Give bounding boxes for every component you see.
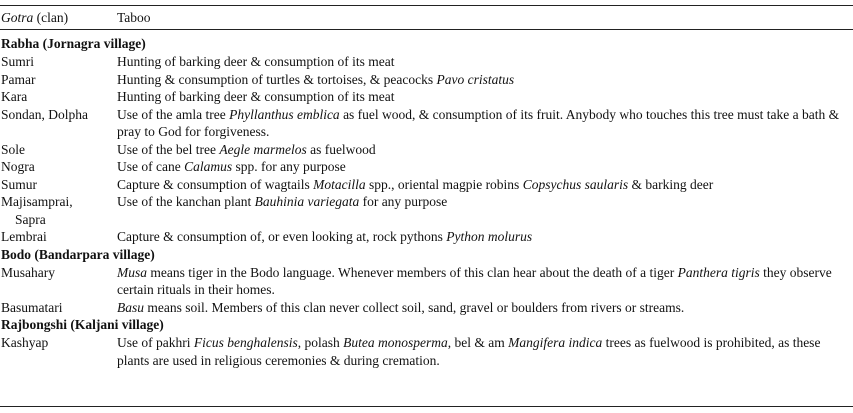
species-name: Calamus — [184, 159, 233, 174]
table-row — [0, 193, 853, 228]
table-row — [0, 71, 853, 89]
taboo-text: Hunting of barking deer & consumption of its meat — [117, 89, 395, 104]
taboo-text: trees as fuelwood is prohibited, as these plants are used in religious ceremonies & during cremation. — [117, 335, 821, 368]
taboo-text: as fuel wood, & consumption of its fruit. Anybody who touches this tree must take a bath & pray to God for forgiveness. — [117, 106, 840, 139]
species-name: Pavo cristatus — [436, 71, 515, 87]
taboo-cell — [117, 71, 853, 89]
section-title: Rajbongshi (Kaljani village) — [1, 317, 164, 332]
table-bottom-rule — [0, 406, 853, 407]
table-row — [0, 228, 853, 246]
header-clan-suffix: (clan) — [33, 10, 69, 25]
taboo-cell — [117, 176, 853, 194]
taboo-cell — [117, 193, 853, 228]
gotra-cell — [0, 193, 117, 228]
taboo-text: , bel & am — [447, 335, 509, 350]
table-body — [0, 35, 853, 369]
table-row — [0, 158, 853, 176]
gotra-cell — [0, 141, 117, 159]
taboo-cell — [117, 158, 853, 176]
gotra-cell — [0, 334, 117, 369]
taboo-cell — [117, 106, 853, 141]
section-title: Rabha (Jornagra village) — [1, 36, 146, 51]
species-name: Butea monosperma — [343, 335, 448, 350]
gotra-cell — [0, 176, 117, 194]
header-gotra-italic: Gotra — [1, 10, 34, 25]
taboo-text: they observe certain rituals in their homes. — [117, 264, 832, 297]
species-name: Motacilla — [313, 176, 366, 192]
taboo-text: Use of cane — [117, 159, 185, 174]
taboo-text: for any purpose — [359, 194, 448, 209]
taboo-cell — [117, 53, 853, 71]
taboo-cell — [117, 299, 853, 317]
header-gotra-clan — [1, 9, 68, 26]
gotra-cell — [0, 71, 117, 89]
table-row — [0, 334, 853, 369]
taboo-text: as fuelwood — [306, 141, 376, 157]
taboo-cell — [117, 88, 853, 106]
taboo-text: Hunting of barking deer & consumption of its meat — [117, 54, 395, 69]
species-name: Ficus benghalensis — [193, 335, 298, 350]
taboo-text: Use of the bel tree — [117, 141, 220, 157]
taboo-text: Capture & consumption of wagtails — [117, 176, 314, 192]
table-header-rule — [0, 29, 853, 30]
table-row — [0, 88, 853, 106]
gotra-cell — [0, 106, 117, 141]
taboo-text: Capture & consumption of, or even looking at, rock pythons — [117, 229, 447, 244]
gotra-name: Sole — [1, 141, 26, 157]
taboo-text: Use of the kanchan plant — [117, 194, 255, 209]
species-name: Aegle marmelos — [219, 141, 307, 157]
table-row — [0, 176, 853, 194]
taboo-text: Use of pakhri — [117, 335, 194, 350]
taboo-text: spp. for any purpose — [232, 159, 346, 174]
gotra-name: Kashyap — [1, 335, 49, 350]
gotra-name: Sumri — [1, 54, 35, 69]
gotra-cell — [0, 88, 117, 106]
species-name: Panthera tigris — [677, 264, 760, 280]
species-name: Phyllanthus emblica — [229, 106, 340, 122]
species-name: Python molurus — [446, 229, 533, 244]
gotra-name: Lembrai — [1, 229, 47, 244]
table-row — [0, 264, 853, 299]
species-name: Musa — [117, 264, 147, 280]
gotra-name: Musahary — [1, 264, 55, 280]
taboo-text: means soil. Members of this clan never collect soil, sand, gravel or boulders from rivers or streams. — [144, 299, 685, 315]
table-row — [0, 299, 853, 317]
gotra-name: Sapra — [15, 211, 46, 227]
taboo-cell — [117, 228, 853, 246]
taboo-text: , polash — [297, 335, 344, 350]
gotra-name: Basumatari — [1, 299, 63, 315]
species-name: Copsychus saularis — [522, 176, 629, 192]
taboo-text: means tiger in the Bodo language. Whenever members of this clan hear about the death of a tiger — [147, 264, 678, 280]
table-top-rule — [0, 5, 853, 6]
taboo-cell — [117, 264, 853, 299]
taboo-cell — [117, 141, 853, 159]
table-row — [0, 141, 853, 159]
gotra-name: Majisamprai, — [1, 194, 73, 209]
table-row — [0, 106, 853, 141]
header-taboo: Taboo — [117, 10, 151, 25]
species-name: Mangifera indica — [508, 335, 603, 350]
species-name: Basu — [117, 299, 144, 315]
gotra-cell — [0, 299, 117, 317]
gotra-name: Sondan, Dolpha — [1, 106, 88, 122]
taboo-text: Use of the amla tree — [117, 106, 230, 122]
gotra-cell — [0, 228, 117, 246]
gotra-cell — [0, 53, 117, 71]
taboo-text: & barking deer — [628, 176, 714, 192]
species-name: Bauhinia variegata — [254, 194, 360, 209]
section-title: Bodo (Bandarpara village) — [1, 246, 155, 262]
gotra-cell — [0, 264, 117, 299]
gotra-name: Kara — [1, 89, 28, 104]
gotra-cell — [0, 158, 117, 176]
taboo-text: spp., oriental magpie robins — [365, 176, 523, 192]
taboo-cell — [117, 334, 853, 369]
gotra-name: Pamar — [1, 71, 36, 87]
taboo-text: Hunting & consumption of turtles & tortoises, & peacocks — [117, 71, 437, 87]
gotra-name: Sumur — [1, 176, 38, 192]
gotra-name: Nogra — [1, 159, 35, 174]
table-row — [0, 53, 853, 71]
